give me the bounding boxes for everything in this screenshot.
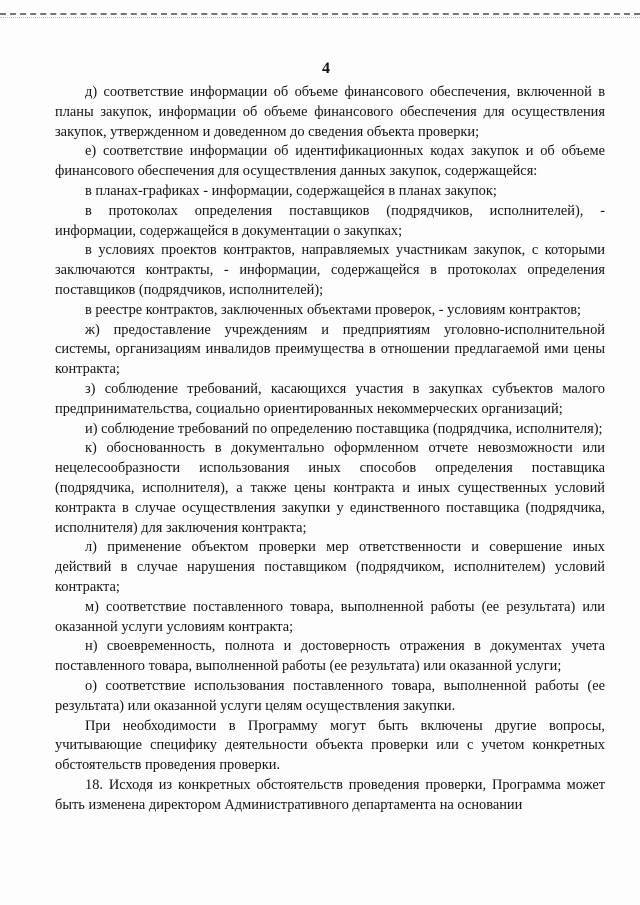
paragraph-zh: ж) предоставление учреждениям и предприятиям уголовно-исполнительной системы, организациям инвалидов преимущества в отношении предлагаемой ими цены контракта; bbox=[55, 321, 605, 378]
paragraph-o: о) соответствие использования поставленного товара, выполненной работы (ее результата) или оказанной услуги целям осуществления закупки. bbox=[55, 677, 605, 714]
paragraph-i: и) соблюдение требований по определению поставщика (подрядчика, исполнителя); bbox=[85, 420, 603, 437]
page-number: 4 bbox=[322, 60, 330, 77]
paragraph-n: н) своевременность, полнота и достоверность отражения в документах учета поставленного товара, выполненной работы (ее результата) или оказанной услуги; bbox=[55, 638, 605, 675]
paragraph-d: д) соответствие информации об объеме финансового обеспечения, включенной в планы закупок, информации об объеме финансового обеспечения для осуществления закупок, утвержденном и доведенном до сведения объекта проверки; bbox=[55, 84, 605, 140]
scan-artifact-line bbox=[0, 17, 640, 18]
paragraph-m: м) соответствие поставленного товара, выполненной работы (ее результата) или оказанной услуги условиям контракта; bbox=[55, 598, 605, 635]
paragraph-e-contract-drafts: в условиях проектов контрактов, направляемых участникам закупок, с которыми заключаются контракты, - информации, содержащейся в протоколах определения поставщиков (подрядчиков, исполнителей); bbox=[55, 242, 605, 298]
document-body bbox=[55, 83, 605, 815]
paragraph-k: к) обоснованность в документально оформленном отчете невозможности или нецелесообразности использования иных способов определения поставщика (подрядчика, исполнителя), а также цены контракта и иных существенных условий контракта в случае осуществления закупки у единственного поставщика (подрядчика, исполнителя) для заключения контракта; bbox=[55, 440, 605, 536]
paragraph-18: 18. Исходя из конкретных обстоятельств проведения проверки, Программа может быть изменена директором Административного департамента на основании bbox=[55, 776, 605, 813]
paragraph-e-registry: в реестре контрактов, заключенных объектами проверок, - условиям контрактов; bbox=[85, 301, 582, 318]
paragraph-e: е) соответствие информации об идентификационных кодах закупок и об объеме финансового обеспечения для осуществления данных закупок, содержащейся: bbox=[55, 143, 605, 180]
paragraph-e-protocols: в протоколах определения поставщиков (подрядчиков, исполнителей), - информации, содержащейся в документации о закупках; bbox=[55, 202, 605, 239]
scan-artifact-line bbox=[0, 13, 640, 15]
paragraph-e-plans: в планах-графиках - информации, содержащейся в планах закупок; bbox=[85, 182, 497, 199]
paragraph-additional-questions: При необходимости в Программу могут быть включены другие вопросы, учитывающие специфику деятельности объекта проверки или с учетом конкретных обстоятельств проведения проверки. bbox=[55, 717, 605, 774]
paragraph-z: з) соблюдение требований, касающихся участия в закупках субъектов малого предпринимательства, социально ориентированных некоммерческих организаций; bbox=[55, 380, 605, 417]
paragraph-l: л) применение объектом проверки мер ответственности и совершение иных действий в случае нарушения поставщиком (подрядчиком, исполнителем) условий контракта; bbox=[55, 539, 605, 595]
